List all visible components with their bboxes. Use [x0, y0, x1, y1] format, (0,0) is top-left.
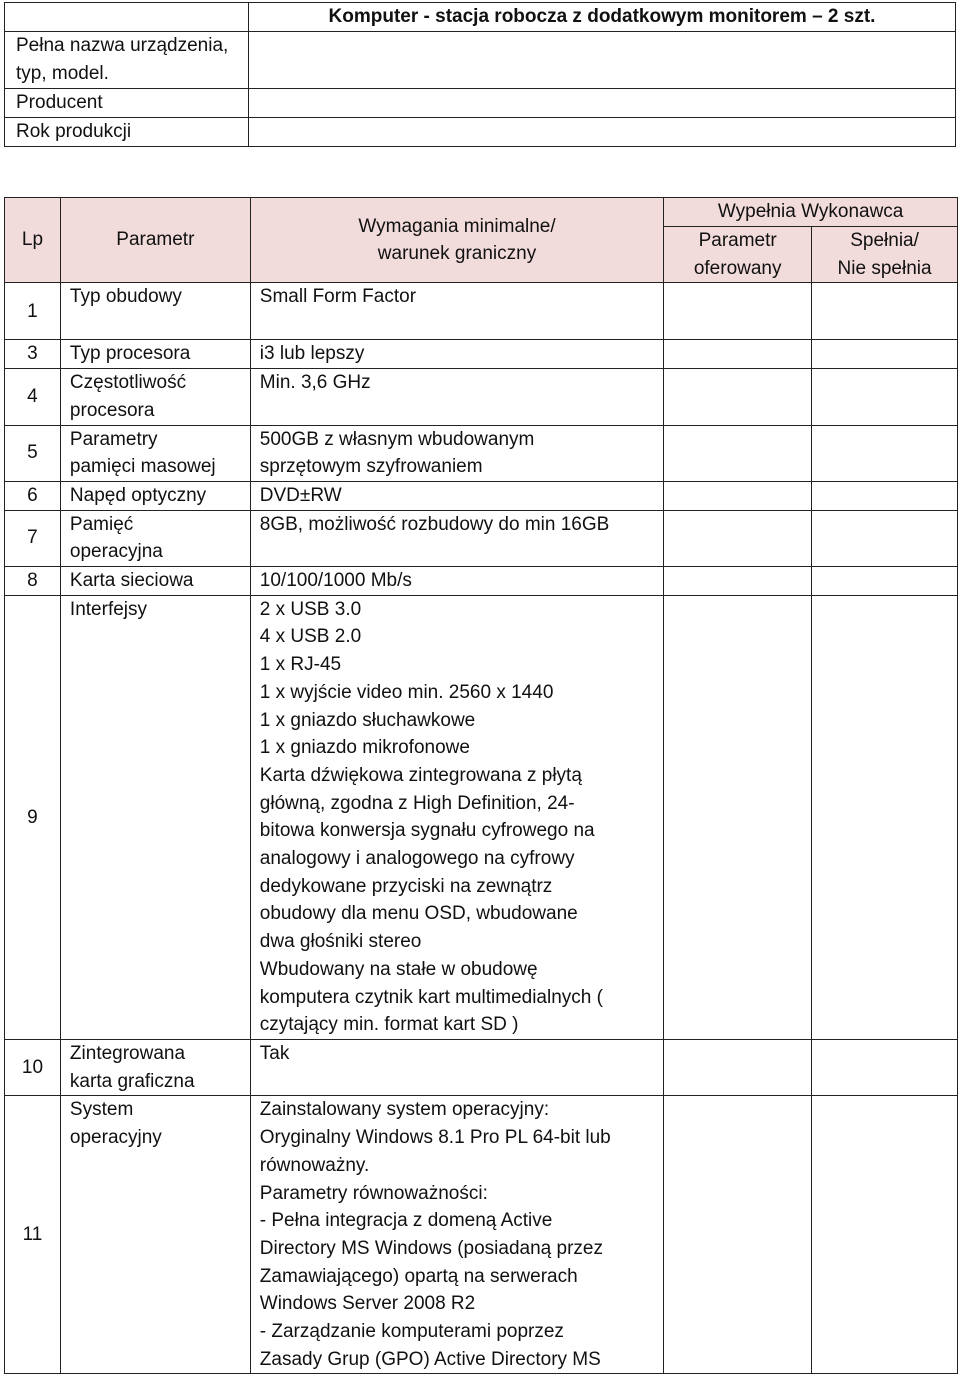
row-param: [60, 340, 250, 369]
row-req-line: Oryginalny Windows 8.1 Pro PL 64-bit lub: [259, 1127, 611, 1149]
row-param: [60, 425, 250, 481]
row-param: [60, 283, 250, 340]
row-req: [250, 425, 663, 481]
row-req-line: Windows Server 2008 R2: [259, 1293, 476, 1315]
row-req-line: bitowa konwersja sygnału cyfrowego na: [259, 820, 595, 842]
row-param-line: pamięci masowej: [69, 456, 216, 478]
row-offered-input[interactable]: [664, 481, 812, 510]
row-param-line: Interfejsy: [69, 598, 148, 620]
header-oferowany-line1: Parametr: [698, 230, 777, 251]
row-req-line: Zasady Grup (GPO) Active Directory MS: [259, 1348, 601, 1370]
device-name-label-text: Pełna nazwa urządzenia, typ, model.: [16, 35, 229, 84]
row-param: [60, 481, 250, 510]
row-meets-input[interactable]: [812, 340, 958, 369]
row-req: [250, 510, 663, 566]
row-lp: 3: [5, 340, 61, 369]
header-parametr: Parametr: [60, 198, 250, 283]
row-req-line: Wbudowany na stałe w obudowę: [259, 958, 538, 980]
row-req-line: analogowy i analogowego na cyfrowy: [259, 848, 575, 870]
row-req-line: dwa głośniki stereo: [259, 931, 422, 953]
row-param: [60, 369, 250, 425]
header-wypelnia: Wypełnia Wykonawca: [664, 198, 958, 227]
name-label-cell: [5, 3, 249, 32]
row-req-line: 1 x gniazdo mikrofonowe: [259, 737, 470, 759]
row-lp: 11: [5, 1096, 61, 1374]
row-param-line: Pamięć: [69, 513, 134, 535]
row-param-line: operacyjny: [69, 1127, 162, 1149]
row-req-line: obudowy dla menu OSD, wbudowane: [259, 903, 578, 925]
row-req-line: Zamawiającego) opartą na serwerach: [259, 1265, 578, 1287]
row-lp: 6: [5, 481, 61, 510]
header-spelnia-line1: Spełnia/: [850, 230, 919, 251]
row-offered-input[interactable]: [664, 510, 812, 566]
row-meets-input[interactable]: [812, 567, 958, 596]
table-row: [5, 595, 958, 1039]
device-info-table: [4, 2, 956, 147]
row-req-line: 1 x RJ-45: [259, 654, 342, 676]
row-param-line: Napęd optyczny: [69, 484, 207, 506]
row-req-line: czytający min. format kart SD ): [259, 1014, 519, 1036]
table-row: [5, 283, 958, 340]
row-req-line: DVD±RW: [259, 484, 342, 506]
row-req: [250, 340, 663, 369]
row-req-line: równoważny.: [259, 1154, 370, 1176]
row-req-line: 4 x USB 2.0: [259, 626, 362, 648]
table-row: [5, 510, 958, 566]
row-req-line: dedykowane przyciski na zewnątrz: [259, 875, 553, 897]
row-lp: 1: [5, 283, 61, 340]
table-row: [5, 1039, 958, 1095]
row-offered-input[interactable]: [664, 369, 812, 425]
row-req: [250, 283, 663, 340]
row-req-line: Parametry równoważności:: [259, 1182, 488, 1204]
row-param-line: Typ procesora: [69, 343, 191, 365]
row-req-line: - Pełna integracja z domeną Active: [259, 1210, 553, 1232]
header-oferowany: [664, 227, 812, 283]
table-row: [5, 369, 958, 425]
row-req-line: 1 x gniazdo słuchawkowe: [259, 709, 476, 731]
producer-label: Producent: [5, 89, 249, 118]
row-param-line: Typ obudowy: [69, 286, 182, 308]
row-lp: 8: [5, 567, 61, 596]
row-param-line: System: [69, 1099, 134, 1121]
row-req: [250, 595, 663, 1039]
device-name-value[interactable]: [249, 32, 956, 89]
producer-value[interactable]: [249, 89, 956, 118]
row-param-line: Karta sieciowa: [69, 570, 194, 592]
row-req-line: Karta dźwiękowa zintegrowana z płytą: [259, 764, 582, 786]
row-meets-input[interactable]: [812, 283, 958, 340]
row-param-line: Częstotliwość: [69, 372, 187, 394]
row-lp: 9: [5, 595, 61, 1039]
row-req: [250, 481, 663, 510]
row-req-line: Small Form Factor: [259, 286, 417, 308]
table-row: [5, 567, 958, 596]
row-req-line: sprzętowym szyfrowaniem: [259, 456, 483, 478]
row-req-line: 500GB z własnym wbudowanym: [259, 428, 535, 450]
row-offered-input[interactable]: [664, 283, 812, 340]
row-lp: 7: [5, 510, 61, 566]
row-req-line: Min. 3,6 GHz: [259, 372, 371, 394]
row-req-line: Tak: [259, 1042, 290, 1064]
row-req-line: Directory MS Windows (posiadaną przez: [259, 1237, 603, 1259]
row-req: [250, 1039, 663, 1095]
row-offered-input[interactable]: [664, 1039, 812, 1095]
row-param: [60, 567, 250, 596]
row-meets-input[interactable]: [812, 481, 958, 510]
row-req-line: komputera czytnik kart multimedialnych (: [259, 986, 603, 1008]
device-name-label: [5, 32, 249, 89]
row-meets-input[interactable]: [812, 510, 958, 566]
row-meets-input[interactable]: [812, 1039, 958, 1095]
row-req-line: 2 x USB 3.0: [259, 598, 362, 620]
header-wymagania-line1: Wymagania minimalne/: [358, 215, 556, 237]
row-req-line: 1 x wyjście video min. 2560 x 1440: [259, 681, 554, 703]
row-param: [60, 1096, 250, 1374]
header-oferowany-line2: oferowany: [693, 257, 782, 279]
row-meets-input[interactable]: [812, 425, 958, 481]
row-param-line: Parametry: [69, 428, 158, 450]
row-meets-input[interactable]: [812, 1096, 958, 1374]
row-offered-input[interactable]: [664, 1096, 812, 1374]
header-wymagania-line2: warunek graniczny: [377, 243, 537, 265]
row-lp: 10: [5, 1039, 61, 1095]
device-title: Komputer - stacja robocza z dodatkowym monitorem – 2 szt.: [249, 3, 956, 32]
row-offered-input[interactable]: [664, 595, 812, 1039]
row-req-line: i3 lub lepszy: [259, 343, 365, 365]
row-req-line: główną, zgodna z High Definition, 24-: [259, 792, 575, 814]
row-req-line: - Zarządzanie komputerami poprzez: [259, 1321, 564, 1343]
row-req-line: 8GB, możliwość rozbudowy do min 16GB: [259, 513, 610, 535]
year-label: Rok produkcji: [5, 118, 249, 147]
row-param: [60, 510, 250, 566]
header-lp: Lp: [5, 198, 61, 283]
table-row: [5, 425, 958, 481]
row-param-line: procesora: [69, 399, 155, 421]
row-param-line: karta graficzna: [69, 1070, 195, 1092]
row-req-line: 10/100/1000 Mb/s: [259, 570, 412, 592]
header-spelnia: [812, 227, 958, 283]
table-row: [5, 340, 958, 369]
table-row: [5, 1096, 958, 1374]
row-param: [60, 1039, 250, 1095]
row-offered-input[interactable]: [664, 425, 812, 481]
header-spelnia-line2: Nie spełnia: [837, 257, 932, 279]
row-req: [250, 1096, 663, 1374]
row-offered-input[interactable]: [664, 567, 812, 596]
row-req: [250, 567, 663, 596]
row-param-line: Zintegrowana: [69, 1042, 186, 1064]
row-offered-input[interactable]: [664, 340, 812, 369]
row-param-line: operacyjna: [69, 541, 163, 563]
row-req: [250, 369, 663, 425]
header-wymagania: [250, 198, 663, 283]
row-param: [60, 595, 250, 1039]
row-lp: 5: [5, 425, 61, 481]
requirements-table: [4, 197, 958, 1374]
row-meets-input[interactable]: [812, 595, 958, 1039]
year-value[interactable]: [249, 118, 956, 147]
row-meets-input[interactable]: [812, 369, 958, 425]
row-req-line: Zainstalowany system operacyjny:: [259, 1099, 550, 1121]
table-row: [5, 481, 958, 510]
row-lp: 4: [5, 369, 61, 425]
